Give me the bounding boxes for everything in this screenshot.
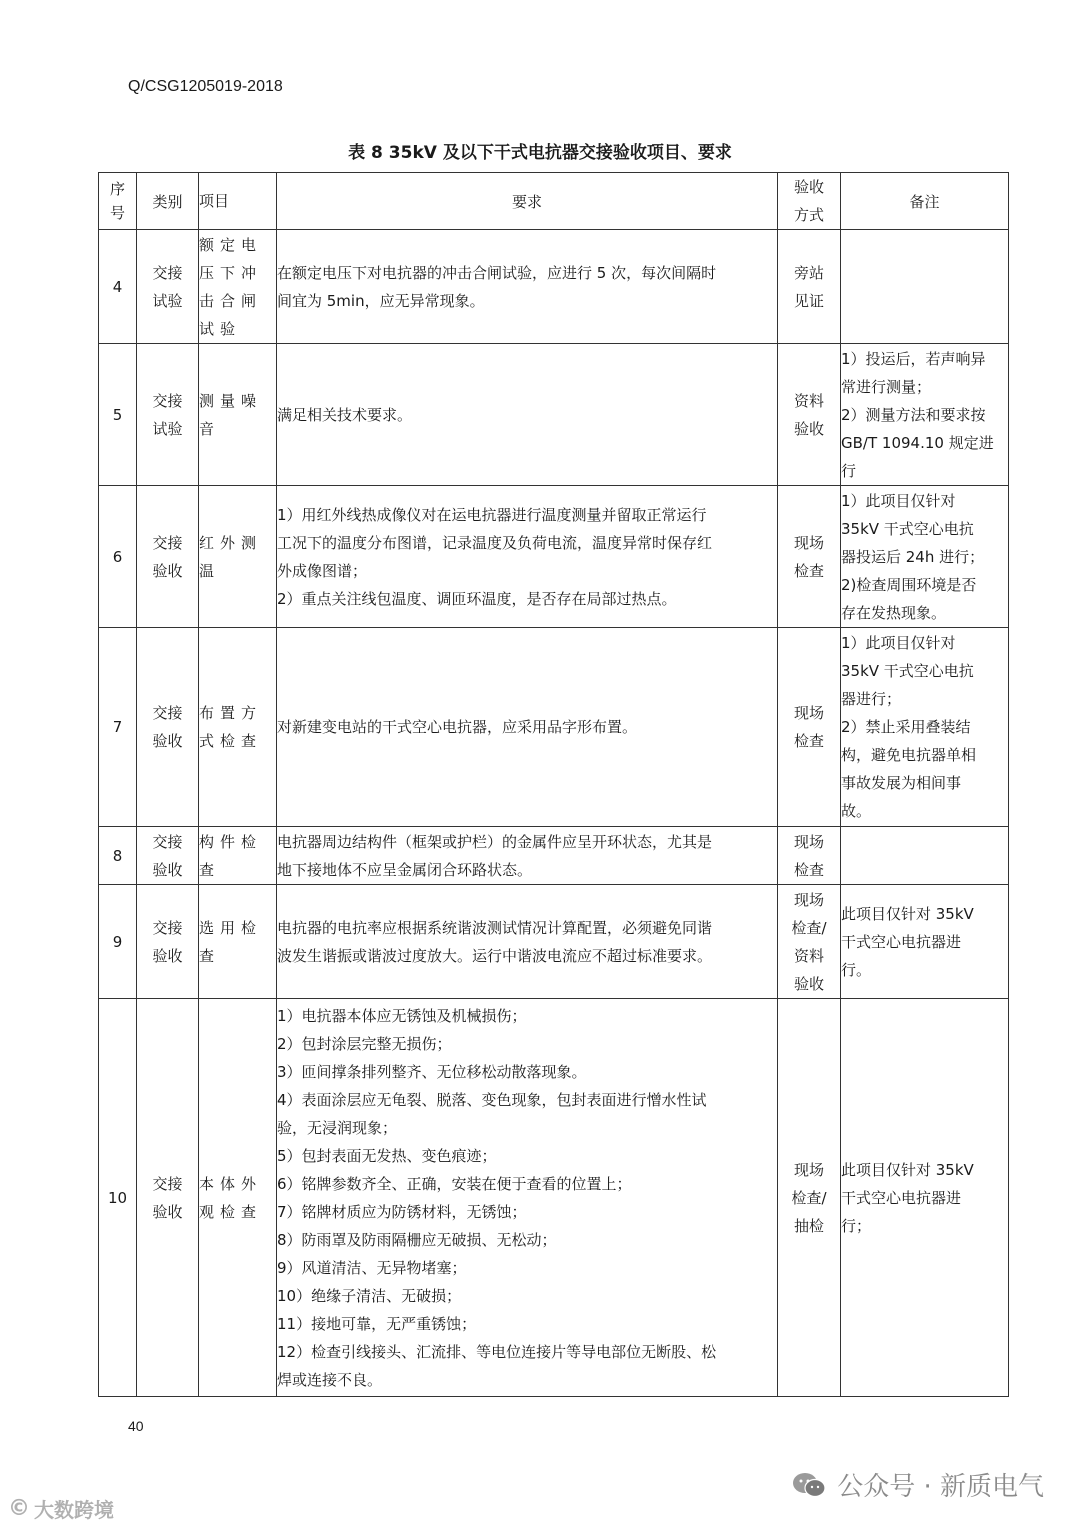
seq-cell: 9 (99, 885, 137, 999)
table-header-row (99, 173, 1009, 230)
remark-cell (841, 827, 1009, 885)
requirement-cell: 电抗器周边结构件（框架或护栏）的金属件应呈开环状态，尤其是 地下接地体不应呈金属闭合环路状态。 (277, 827, 778, 885)
method-cell: 资料 验收 (778, 344, 841, 486)
category-cell: 交接 验收 (137, 885, 199, 999)
table-row (99, 885, 1009, 999)
document-code: Q/CSG1205019-2018 (128, 78, 283, 95)
seq-cell: 10 (99, 999, 137, 1397)
item-cell: 额定电 压下冲 击合闸 试验 (199, 230, 277, 344)
category-cell: 交接 验收 (137, 628, 199, 827)
seq-cell: 4 (99, 230, 137, 344)
method-cell: 旁站 见证 (778, 230, 841, 344)
item-cell: 构件检 查 (199, 827, 277, 885)
method-cell: 现场 检查/ 资料 验收 (778, 885, 841, 999)
copyright-icon: © (8, 1496, 30, 1521)
header-category: 类别 (137, 173, 199, 230)
table-row (99, 827, 1009, 885)
method-cell: 现场 检查 (778, 827, 841, 885)
remark-cell: 此项目仅针对 35kV 干式空心电抗器进 行。 (841, 885, 1009, 999)
requirement-cell: 电抗器的电抗率应根据系统谐波测试情况计算配置，必须避免同谐 波发生谐振或谐波过度放大。运行中谐波电流应不超过标准要求。 (277, 885, 778, 999)
watermark-left-text: 大数跨境 (34, 1498, 114, 1522)
item-cell: 本体外 观检查 (199, 999, 277, 1397)
table-row (99, 344, 1009, 486)
remark-cell: 此项目仅针对 35kV 干式空心电抗器进 行； (841, 999, 1009, 1397)
seq-cell: 8 (99, 827, 137, 885)
method-cell: 现场 检查 (778, 628, 841, 827)
table-row (99, 486, 1009, 628)
watermark-left (8, 1494, 114, 1523)
category-cell: 交接 验收 (137, 827, 199, 885)
category-cell: 交接 试验 (137, 230, 199, 344)
method-cell: 现场 检查/ 抽检 (778, 999, 841, 1397)
item-cell: 选用检 查 (199, 885, 277, 999)
category-cell: 交接 验收 (137, 486, 199, 628)
remark-cell: 1）此项目仅针对 35kV 干式空心电抗 器投运后 24h 进行； 2)检查周围环境是否 存在发热现象。 (841, 486, 1009, 628)
requirement-cell: 满足相关技术要求。 (277, 344, 778, 486)
requirement-cell: 1）用红外线热成像仪对在运电抗器进行温度测量并留取正常运行 工况下的温度分布图谱，记录温度及负荷电流，温度异常时保存红 外成像图谱； 2）重点关注线包温度、调匝环温度，是否存在局部过热点。 (277, 486, 778, 628)
category-cell: 交接 验收 (137, 999, 199, 1397)
item-cell: 测量噪 音 (199, 344, 277, 486)
table-row (99, 628, 1009, 827)
wechat-icon (791, 1471, 827, 1499)
requirement-cell: 1）电抗器本体应无锈蚀及机械损伤； 2）包封涂层完整无损伤； 3）匝间撑条排列整齐、无位移松动散落现象。 4）表面涂层应无龟裂、脱落、变色现象，包封表面进行憎水性试 验，无浸润现象； 5）包封表面无发热、变色痕迹； 6）铭牌参数齐全、正确，安装在便于查看的位置上； 7）铭牌材质应为防锈材料，无锈蚀； 8）防雨罩及防雨隔栅应无破损、无松动； 9）风道清洁、无异物堵塞； 10）绝缘子清洁、无破损； 11）接地可靠，无严重锈蚀； 12）检查引线接头、汇流排、等电位连接片等导电部位无断股、松 焊或连接不良。 (277, 999, 778, 1397)
item-cell: 红外测 温 (199, 486, 277, 628)
header-item: 项目 (199, 173, 277, 230)
method-cell: 现场 检查 (778, 486, 841, 628)
table-row (99, 999, 1009, 1397)
remark-cell: 1）投运后，若声响异 常进行测量； 2）测量方法和要求按 GB/T 1094.10 规定进 行 (841, 344, 1009, 486)
acceptance-table (98, 172, 1009, 1397)
requirement-cell: 对新建变电站的干式空心电抗器，应采用品字形布置。 (277, 628, 778, 827)
header-remark: 备注 (841, 173, 1009, 230)
remark-cell: 1）此项目仅针对 35kV 干式空心电抗 器进行； 2）禁止采用叠装结 构，避免电抗器单相 事故发展为相间事 故。 (841, 628, 1009, 827)
table-title: 表 8 35kV 及以下干式电抗器交接验收项目、要求 (348, 143, 732, 163)
watermark-text: 公众号 · 新质电气 (837, 1472, 1044, 1502)
requirement-cell: 在额定电压下对电抗器的冲击合闸试验，应进行 5 次，每次间隔时 间宜为 5min，应无异常现象。 (277, 230, 778, 344)
item-cell: 布置方 式检查 (199, 628, 277, 827)
seq-cell: 6 (99, 486, 137, 628)
category-cell: 交接 试验 (137, 344, 199, 486)
header-method: 验收 方式 (778, 173, 841, 230)
header-seq: 序 号 (99, 173, 137, 230)
seq-cell: 7 (99, 628, 137, 827)
page-number: 40 (128, 1418, 144, 1434)
remark-cell (841, 230, 1009, 344)
watermark (791, 1466, 1044, 1503)
table-row (99, 230, 1009, 344)
header-requirement: 要求 (277, 173, 778, 230)
seq-cell: 5 (99, 344, 137, 486)
